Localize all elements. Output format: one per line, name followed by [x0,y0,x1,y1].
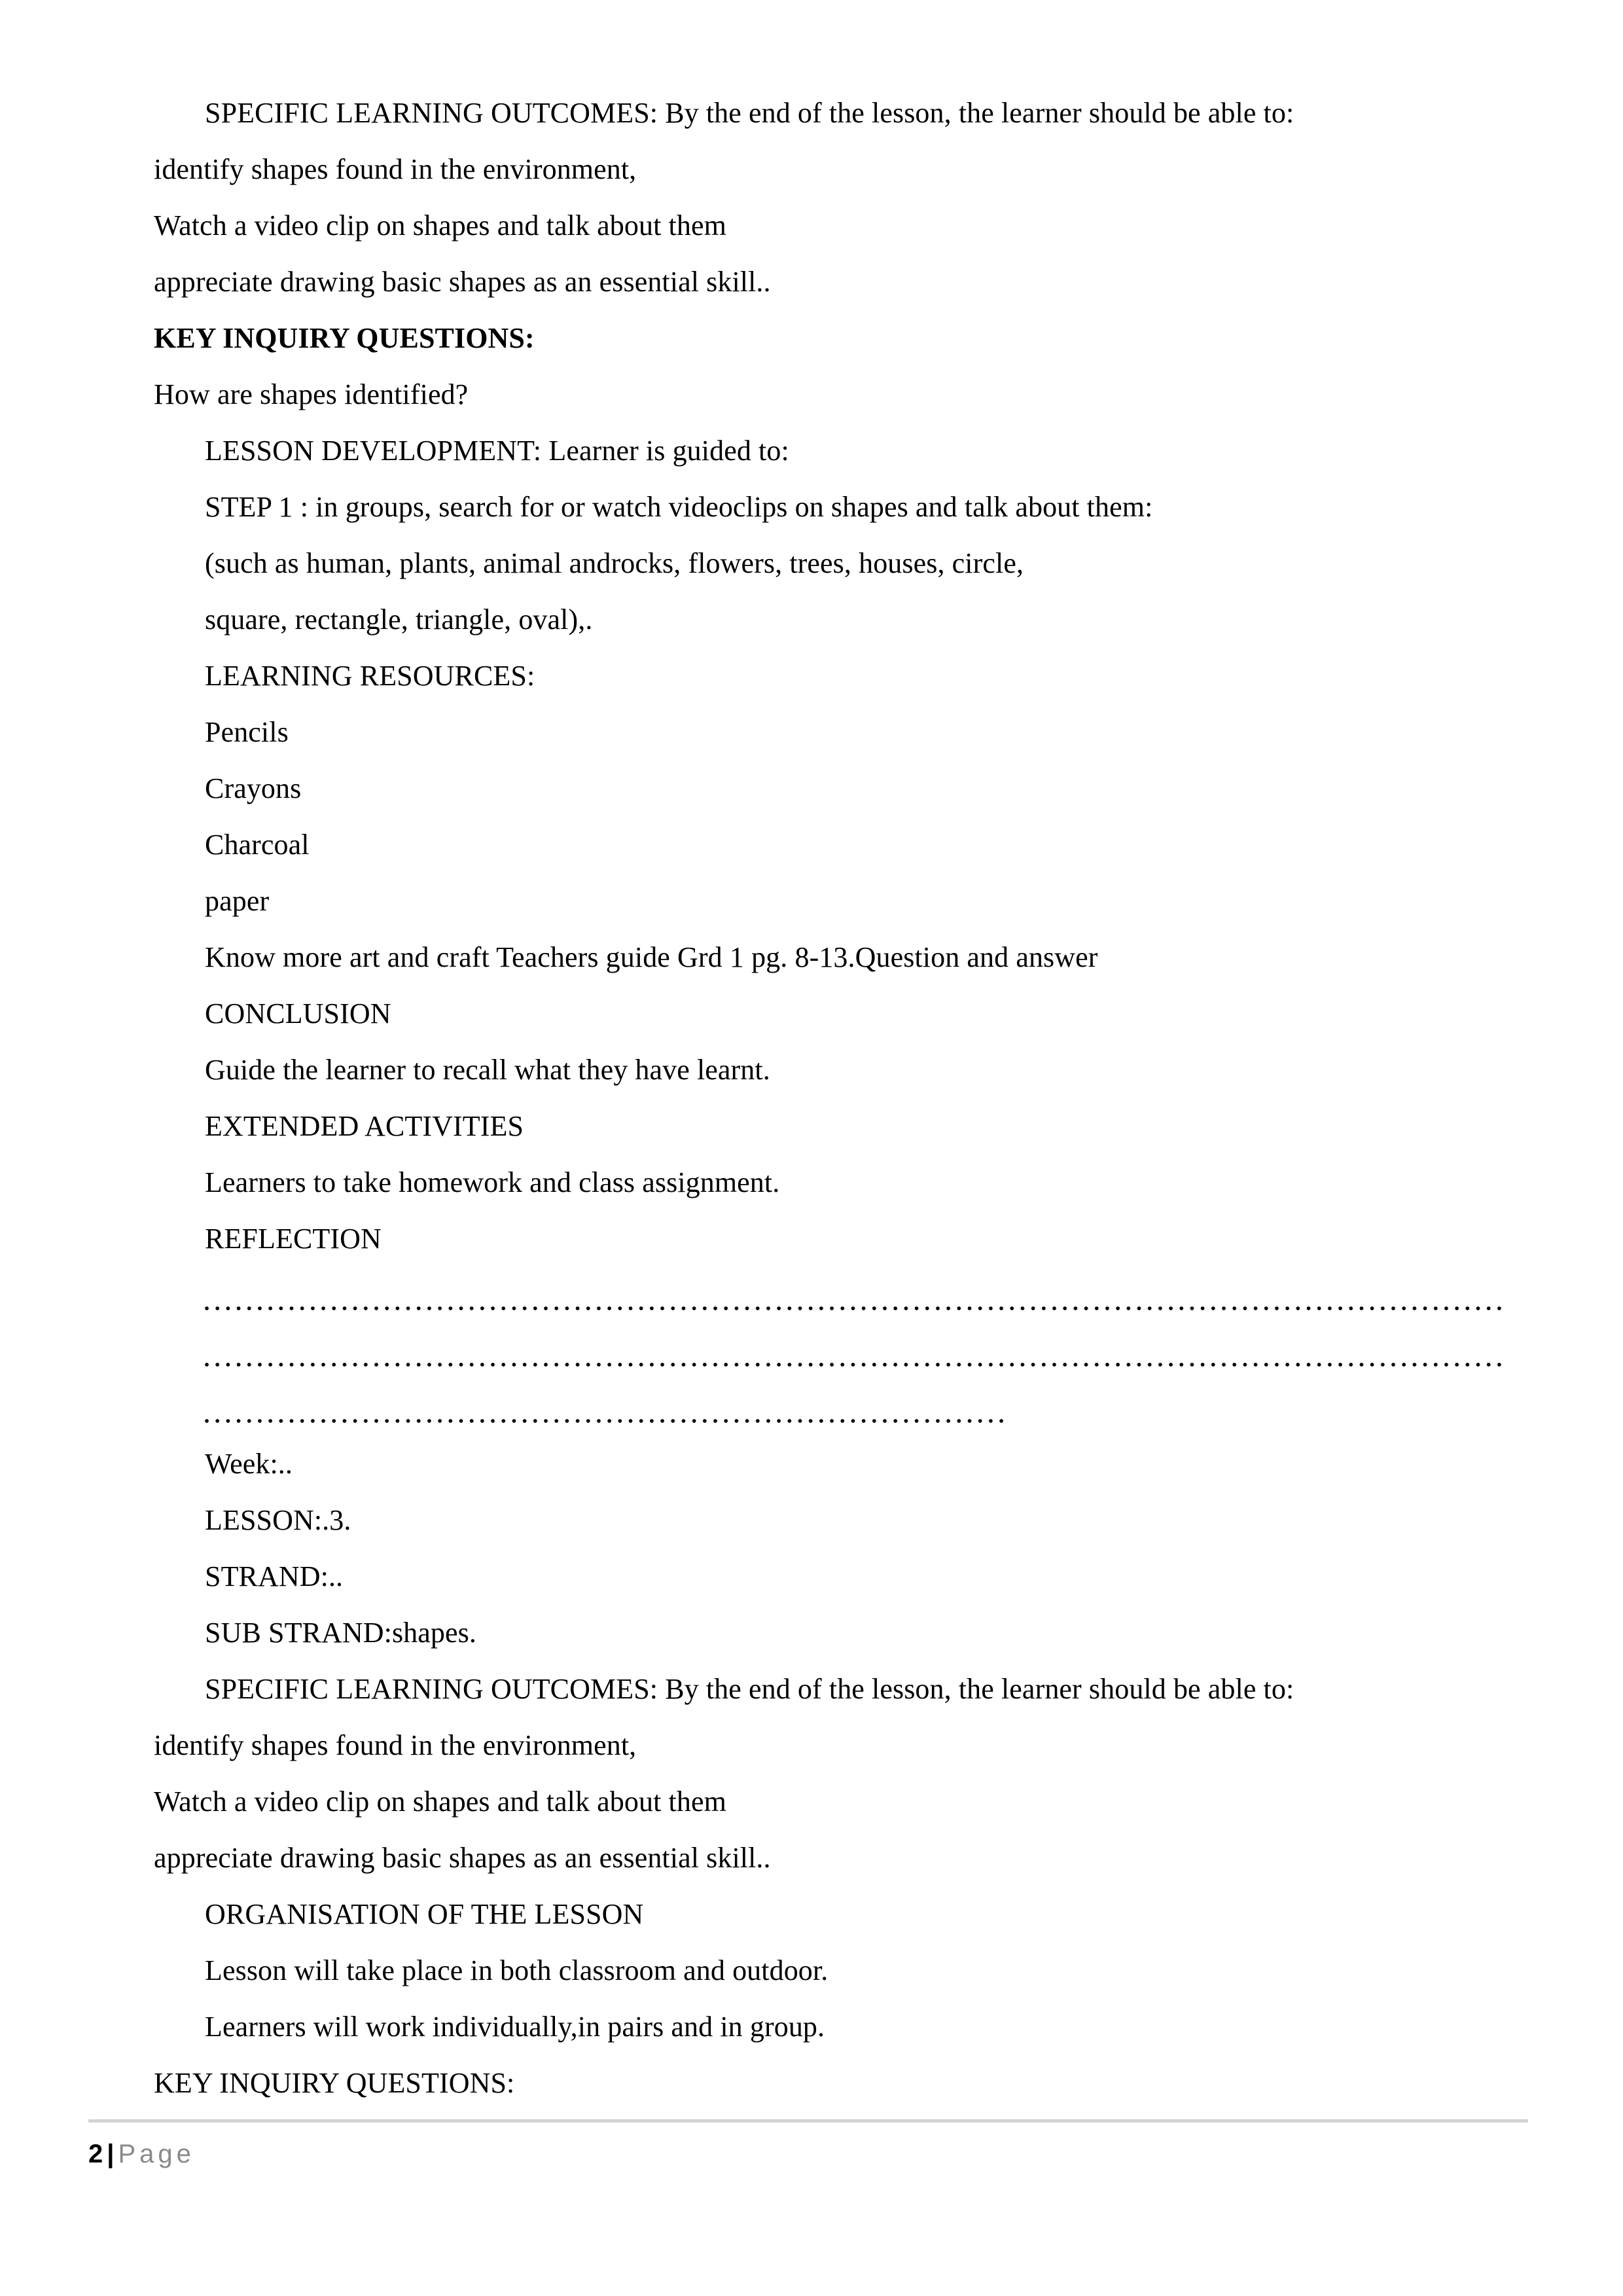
text-line-b-11: KEY INQUIRY QUESTIONS: [154,2067,515,2099]
dotted-rule [205,1406,1007,1432]
text-line-4: KEY INQUIRY QUESTIONS: [154,322,535,354]
text-line-b-9: Lesson will take place in both classroom and outdoor. [205,1954,829,1986]
text-line-18: EXTENDED ACTIVITIES [205,1110,524,1142]
body-lines-top [154,85,1535,1267]
text-line-19: Learners to take homework and class assignment. [205,1166,780,1198]
text-line-2: Watch a video clip on shapes and talk about them [154,209,726,242]
dotted-rule [205,1293,1504,1319]
text-line-20: REFLECTION [205,1223,382,1255]
footer-page-number: 2 [88,2140,103,2168]
text-line-b-2: STRAND:.. [205,1560,344,1592]
body-lines-bottom [154,1436,1535,2111]
dotted-rule [205,1350,1504,1376]
text-line-5: How are shapes identified? [154,378,469,410]
text-line-14: paper [205,885,270,917]
text-line-b-3: SUB STRAND:shapes. [205,1617,476,1649]
text-line-b-0: Week:.. [205,1448,293,1480]
text-line-3: appreciate drawing basic shapes as an essential skill.. [154,266,771,298]
text-line-16: CONCLUSION [205,997,391,1030]
text-line-b-4: SPECIFIC LEARNING OUTCOMES: By the end of the lesson, the learner should be able to: [205,1673,1294,1705]
document-body [154,85,1535,2111]
footer-divider [88,2119,1528,2123]
text-line-b-8: ORGANISATION OF THE LESSON [205,1898,644,1930]
footer-page-indicator [88,2137,1528,2171]
text-line-11: Pencils [205,716,289,748]
dotted-fill-line-2 [154,1380,1535,1436]
text-line-13: Charcoal [205,829,310,861]
dotted-fill-line-0 [154,1267,1535,1323]
text-line-b-10: Learners will work individually,in pairs and in group. [205,2011,825,2043]
text-line-0: SPECIFIC LEARNING OUTCOMES: By the end of the lesson, the learner should be able to: [205,97,1294,129]
reflection-dotted-lines [154,1267,1535,1436]
text-line-10: LEARNING RESOURCES: [205,660,535,692]
text-line-8: (such as human, plants, animal androcks, flowers, trees, houses, circle, [205,547,1024,579]
text-line-7: STEP 1 : in groups, search for or watch videoclips on shapes and talk about them: [205,491,1153,523]
page-footer [88,2119,1528,2171]
text-line-15: Know more art and craft Teachers guide Grd 1 pg. 8-13.Question and answer [205,941,1098,973]
text-line-1: identify shapes found in the environment, [154,153,637,185]
text-line-b-7: appreciate drawing basic shapes as an essential skill.. [154,1842,771,1874]
text-line-12: Crayons [205,772,302,804]
text-line-b-1: LESSON:.3. [205,1504,351,1536]
text-line-b-5: identify shapes found in the environment, [154,1729,637,1761]
text-line-9: square, rectangle, triangle, oval),. [205,603,593,636]
footer-page-label: Page [118,2140,195,2168]
text-line-b-6: Watch a video clip on shapes and talk about them [154,1785,726,1818]
footer-separator: | [107,2140,115,2168]
dotted-fill-line-1 [154,1323,1535,1380]
text-line-6: LESSON DEVELOPMENT: Learner is guided to: [205,435,789,467]
text-line-17: Guide the learner to recall what they have learnt. [205,1054,770,1086]
